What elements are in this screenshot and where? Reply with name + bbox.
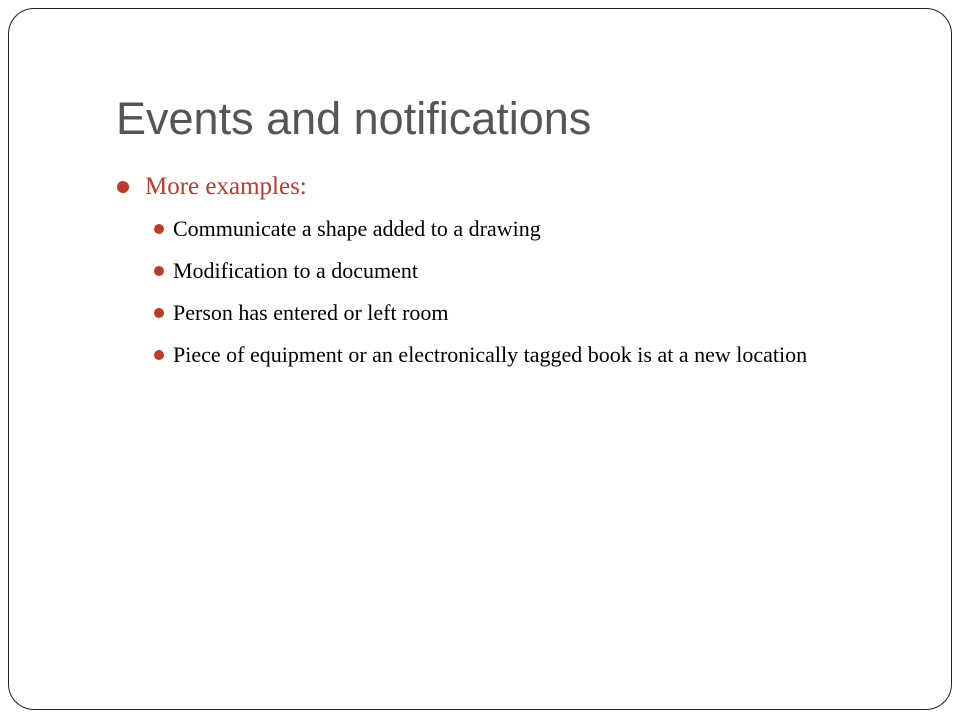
sub-bullet-item [154, 340, 914, 370]
sub-bullet-dot-icon [154, 350, 164, 360]
bullet-text: More examples: [145, 173, 307, 200]
bullet-more-examples [117, 170, 307, 204]
sub-bullet-list [154, 214, 914, 382]
sub-bullet-text: Person has entered or left room [173, 300, 449, 325]
sub-bullet-item [154, 298, 914, 328]
sub-bullet-dot-icon [154, 266, 164, 276]
sub-bullet-text: Piece of equipment or an electronically tagged book is at a new location [173, 342, 808, 367]
sub-bullet-text: Communicate a shape added to a drawing [173, 216, 541, 241]
sub-bullet-dot-icon [154, 224, 164, 234]
sub-bullet-item [154, 214, 914, 244]
sub-bullet-dot-icon [154, 308, 164, 318]
sub-bullet-text: Modification to a document [173, 258, 418, 283]
slide [8, 8, 952, 710]
sub-bullet-item [154, 256, 914, 286]
slide-title: Events and notifications [116, 93, 592, 144]
bullet-dot-icon [117, 181, 129, 193]
